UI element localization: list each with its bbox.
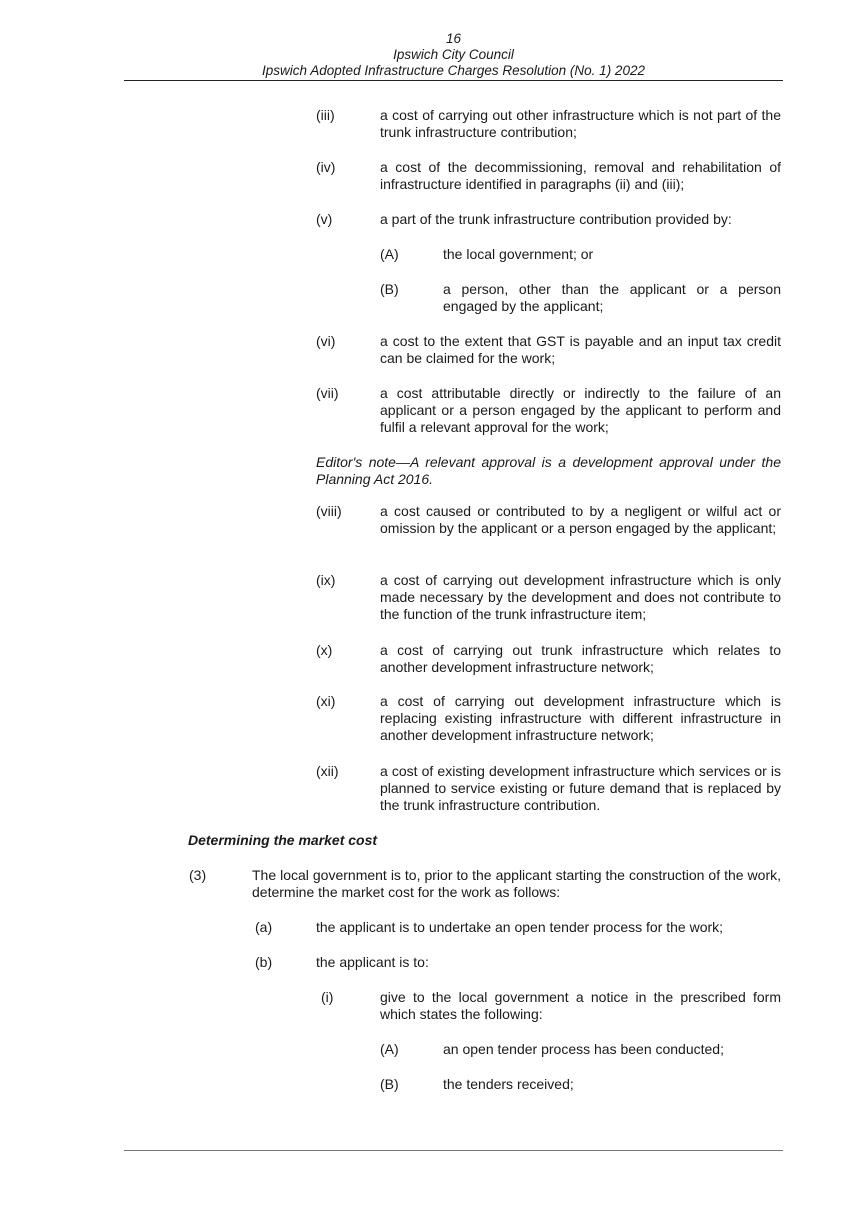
item-text: a part of the trunk infrastructure contribution provided by: <box>380 211 732 227</box>
list-item <box>316 107 781 141</box>
item-text: a person, other than the applicant or a person engaged by the applicant; <box>443 281 781 314</box>
item-text: a cost of existing development infrastructure which services or is planned to service existing or future demand that is replaced by the trunk infrastructure contribution. <box>380 763 781 813</box>
list-item <box>380 1041 781 1058</box>
item-number: (xii) <box>316 763 339 779</box>
list-item <box>316 693 781 744</box>
item-number: (iv) <box>316 159 336 175</box>
item-number: (viii) <box>316 503 342 519</box>
item-text: a cost of carrying out trunk infrastructure which relates to another development infrastructure network; <box>380 642 781 675</box>
list-item <box>316 642 781 676</box>
list-item <box>255 954 781 971</box>
item-number: (xi) <box>316 693 336 709</box>
item-text: a cost of carrying out development infrastructure which is replacing existing infrastructure with different infrastructure in another development infrastructure network; <box>380 693 781 743</box>
list-item <box>316 572 781 623</box>
item-text: the applicant is to undertake an open tender process for the work; <box>316 919 724 935</box>
item-text: The local government is to, prior to the applicant starting the construction of the work, determine the market cost for the work as follows: <box>252 867 781 900</box>
item-number: (vi) <box>316 333 336 349</box>
item-text: a cost of the decommissioning, removal and rehabilitation of infrastructure identified in paragraphs (ii) and (iii); <box>380 159 781 192</box>
item-text: give to the local government a notice in the prescribed form which states the following: <box>380 989 781 1022</box>
item-number: (B) <box>380 281 399 297</box>
item-number: (A) <box>380 246 399 262</box>
editors-note: Editor's note—A relevant approval is a development approval under the Planning Act 2016. <box>316 454 781 487</box>
list-item <box>189 867 781 901</box>
page-number: 16 <box>445 31 462 46</box>
item-text: a cost of carrying out development infrastructure which is only made necessary by the development and does not contribute to the function of the trunk infrastructure item; <box>380 572 781 622</box>
item-number: (ix) <box>316 572 336 588</box>
item-text: an open tender process has been conducted; <box>443 1041 724 1057</box>
list-item <box>380 281 781 315</box>
list-item <box>255 919 781 936</box>
header-rule <box>124 80 783 81</box>
item-number: (vii) <box>316 385 339 401</box>
item-number: (iii) <box>316 107 335 123</box>
page-header <box>124 31 783 79</box>
list-item <box>316 159 781 193</box>
document-title: Ipswich Adopted Infrastructure Charges Resolution (No. 1) 2022 <box>262 63 645 78</box>
item-number: (3) <box>189 867 207 883</box>
item-number: (A) <box>380 1041 399 1057</box>
list-item <box>380 246 781 263</box>
section-heading: Determining the market cost <box>188 832 378 848</box>
item-text: the applicant is to: <box>316 954 429 970</box>
list-item <box>316 763 781 814</box>
list-item <box>316 333 781 367</box>
list-item <box>321 989 781 1023</box>
item-text: a cost caused or contributed to by a negligent or wilful act or omission by the applicant or a person engaged by the applicant; <box>380 503 781 536</box>
item-text: a cost to the extent that GST is payable and an input tax credit can be claimed for the work; <box>380 333 781 366</box>
item-number: (b) <box>255 954 273 970</box>
item-text: a cost of carrying out other infrastructure which is not part of the trunk infrastructure contribution; <box>380 107 781 140</box>
list-item <box>316 503 781 537</box>
item-number: (i) <box>321 989 334 1005</box>
item-number: (a) <box>255 919 273 935</box>
item-number: (v) <box>316 211 333 227</box>
item-number: (x) <box>316 642 333 658</box>
list-item <box>316 211 781 228</box>
council-name: Ipswich City Council <box>393 47 514 62</box>
item-text: the local government; or <box>443 246 594 262</box>
item-number: (B) <box>380 1076 399 1092</box>
item-text: the tenders received; <box>443 1076 574 1092</box>
list-item <box>380 1076 781 1093</box>
item-text: a cost attributable directly or indirectly to the failure of an applicant or a person engaged by the applicant to perform and fulfil a relevant approval for the work; <box>380 385 781 435</box>
footer-rule <box>124 1150 783 1151</box>
list-item <box>316 385 781 436</box>
